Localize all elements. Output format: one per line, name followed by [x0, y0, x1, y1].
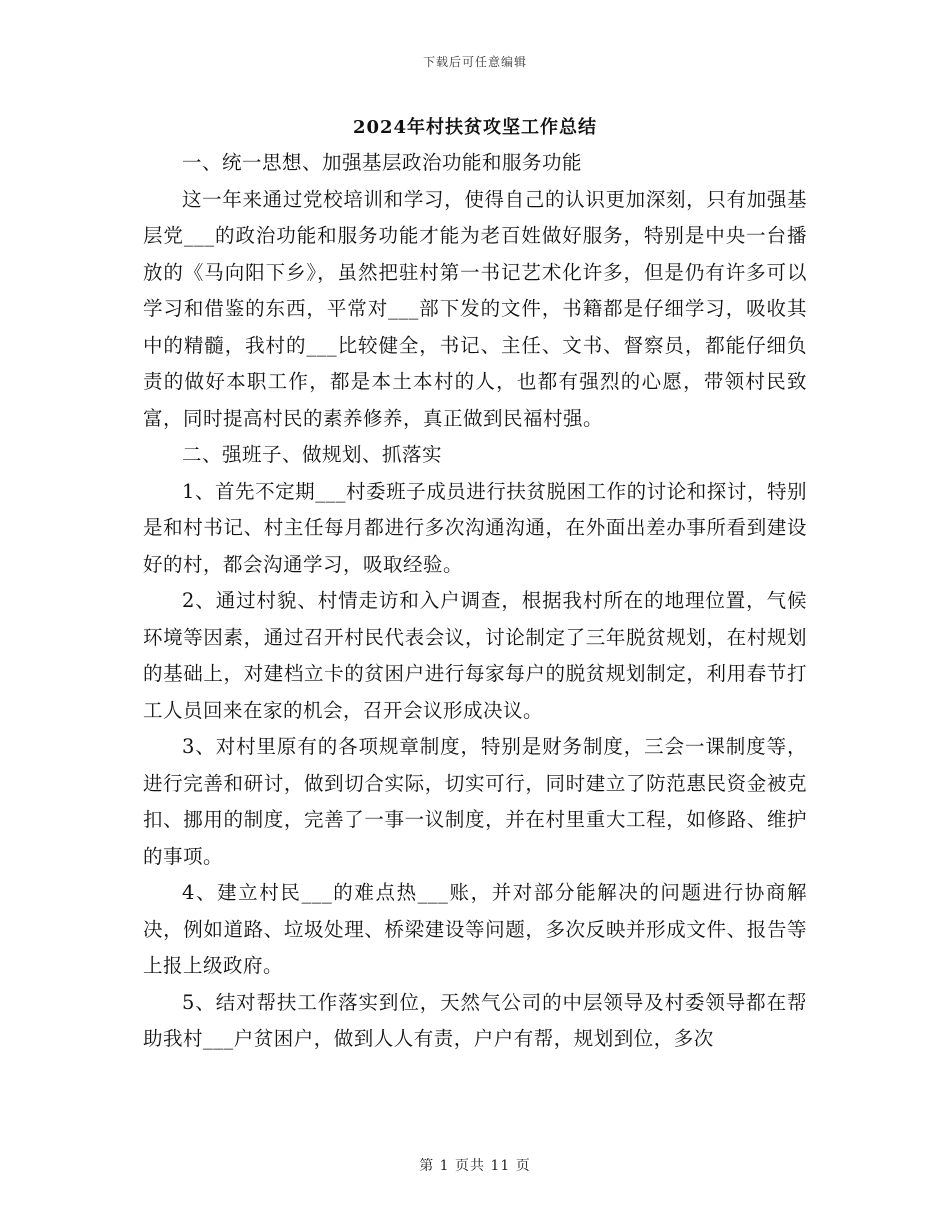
header-note: 下载后可任意编辑 [422, 55, 527, 69]
page-number: 第 1 页共 11 页 [419, 1158, 531, 1174]
section-heading-2: 二、强班子、做规划、抓落实 [182, 443, 443, 466]
document-title: 2024年村扶贫攻坚工作总结 [352, 117, 598, 138]
body-paragraph: 5、结对帮扶工作落实到位，天然气公司的中层领导及村委领导都在帮助我村___户贫困户，做到人人有责，户户有帮，规划到位，多次 [143, 990, 807, 1050]
body-paragraph: 4、建立村民___的难点热___账，并对部分能解决的问题进行协商解决，例如道路、垃圾处理、桥梁建设等问题，多次反映并形成文件、报告等上报上级政府。 [143, 881, 807, 977]
body-paragraph: 1、首先不定期___村委班子成员进行扶贫脱困工作的讨论和探讨，特别是和村书记、村主任每月都进行多次沟通沟通，在外面出差办事所看到建设好的村，都会沟通学习，吸取经验。 [143, 479, 807, 576]
body-paragraph: 这一年来通过党校培训和学习，使得自己的认识更加深刻，只有加强基层党___的政治功能和服务功能才能为老百姓做好服务，特别是中央一台播放的《马向阳下乡》，虽然把驻村第一书记艺术化许多，但是仍有许多可以学习和借鉴的东西，平常对___部下发的文件，书籍都是仔细学习，吸收其中的精髓，我村的___比较健全，书记、主任、文书、督察员，都能仔细负责的做好本职工作，都是本土本村的人，也都有强烈的心愿，带领村民致富，同时提高村民的素养修养，真正做到民福村强。 [143, 187, 807, 430]
section-heading-1: 一、统一思想、加强基层政治功能和服务功能 [182, 151, 583, 174]
document-body [143, 145, 807, 1058]
body-paragraph: 3、对村里原有的各项规章制度，特别是财务制度，三会一课制度等，进行完善和研讨，做到切合实际，切实可行，同时建立了防范惠民资金被克扣、挪用的制度，完善了一事一议制度，并在村里重大工程，如修路、维护的事项。 [143, 735, 807, 868]
body-paragraph: 2、通过村貌、村情走访和入户调查，根据我村所在的地理位置，气候环境等因素，通过召开村民代表会议，讨论制定了三年脱贫规划，在村规划的基础上，对建档立卡的贫困户进行每家每户的脱贫规划制定，利用春节打工人员回来在家的机会，召开会议形成决议。 [143, 589, 807, 722]
